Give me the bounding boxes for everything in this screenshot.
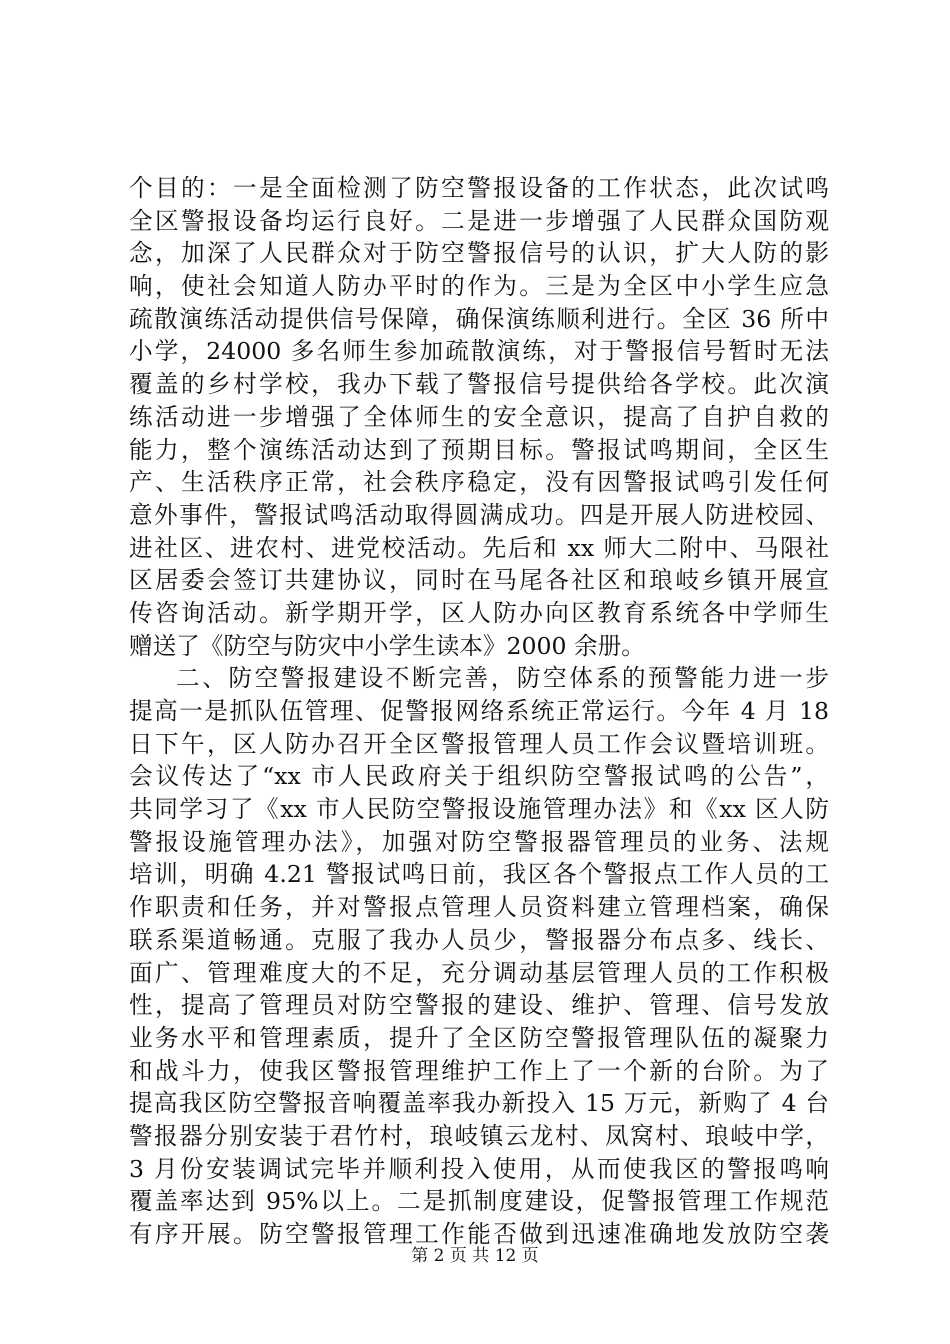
text-line: 练活动进一步增强了全体师生的安全意识，提高了自护自救的 [129, 402, 829, 431]
text-line: 全区警报设备均运行良好。二是进一步增强了人民群众国防观 [129, 206, 829, 235]
text-line: 面广、管理难度大的不足，充分调动基层管理人员的工作积极 [129, 958, 829, 987]
text-line: 性，提高了管理员对防空警报的建设、维护、管理、信号发放 [129, 991, 829, 1020]
text-line: 念，加深了人民群众对于防空警报信号的认识，扩大人防的影 [129, 239, 829, 268]
text-line: 覆盖的乡村学校，我办下载了警报信号提供给各学校。此次演 [129, 370, 829, 399]
text-line: 联系渠道畅通。克服了我办人员少，警报器分布点多、线长、 [129, 925, 829, 954]
text-line: 疏散演练活动提供信号保障，确保演练顺利进行。全区 36 所中 [129, 304, 829, 333]
text-line: 赠送了《防空与防灾中小学生读本》2000 余册。 [129, 631, 645, 660]
text-line: 业务水平和管理素质，提升了全区防空警报管理队伍的凝聚力 [129, 1023, 829, 1052]
text-line: 小学，24000 多名师生参加疏散演练，对于警报信号暂时无法 [129, 337, 829, 366]
page-number-footer: 第 2 页 共 12 页 [411, 1246, 539, 1266]
text-line: 3 月份安装调试完毕并顺利投入使用，从而使我区的警报鸣响 [129, 1154, 829, 1183]
text-line: 传咨询活动。新学期开学，区人防办向区教育系统各中学师生 [129, 598, 829, 627]
text-line: 作职责和任务，并对警报点管理人员资料建立管理档案，确保 [129, 893, 829, 922]
text-line: 区居委会签订共建协议，同时在马尾各社区和琅岐乡镇开展宣 [129, 566, 829, 595]
text-line: 能力，整个演练活动达到了预期目标。警报试鸣期间，全区生 [129, 435, 829, 464]
text-line: 提高我区防空警报音响覆盖率我办新投入 15 万元，新购了 4 台 [129, 1089, 829, 1118]
text-line: 日下午，区人防办召开全区警报管理人员工作会议暨培训班。 [129, 729, 829, 758]
text-line: 意外事件，警报试鸣活动取得圆满成功。四是开展人防进校园、 [129, 500, 829, 529]
text-line: 进社区、进农村、进党校活动。先后和 xx 师大二附中、马限社 [129, 533, 829, 562]
text-line: 共同学习了《xx 市人民防空警报设施管理办法》和《xx 区人防 [129, 795, 829, 824]
text-line: 培训，明确 4.21 警报试鸣日前，我区各个警报点工作人员的工 [129, 860, 829, 889]
text-line: 产、生活秩序正常，社会秩序稳定，没有因警报试鸣引发任何 [129, 468, 829, 497]
text-line: 响，使社会知道人防办平时的作为。三是为全区中小学生应急 [129, 272, 829, 301]
text-line: 会议传达了“xx 市人民政府关于组织防空警报试鸣的公告”， [129, 762, 829, 791]
text-line: 警报设施管理办法》，加强对防空警报器管理员的业务、法规 [129, 827, 829, 856]
text-line: 提高一是抓队伍管理、促警报网络系统正常运行。今年 4 月 18 [129, 697, 829, 725]
body-text [129, 172, 829, 1251]
text-line: 个目的：一是全面检测了防空警报设备的工作状态，此次试鸣 [129, 174, 829, 202]
text-line: 和战斗力，使我区警报管理维护工作上了一个新的台阶。为了 [129, 1056, 829, 1085]
text-line: 覆盖率达到 95%以上。二是抓制度建设，促警报管理工作规范 [129, 1187, 829, 1216]
text-line: 警报器分别安装于君竹村，琅岐镇云龙村、凤窝村、琅岐中学， [129, 1121, 829, 1150]
text-line: 有序开展。防空警报管理工作能否做到迅速准确地发放防空袭 [129, 1220, 829, 1248]
text-line: 二、防空警报建设不断完善，防空体系的预警能力进一步 [176, 664, 829, 693]
